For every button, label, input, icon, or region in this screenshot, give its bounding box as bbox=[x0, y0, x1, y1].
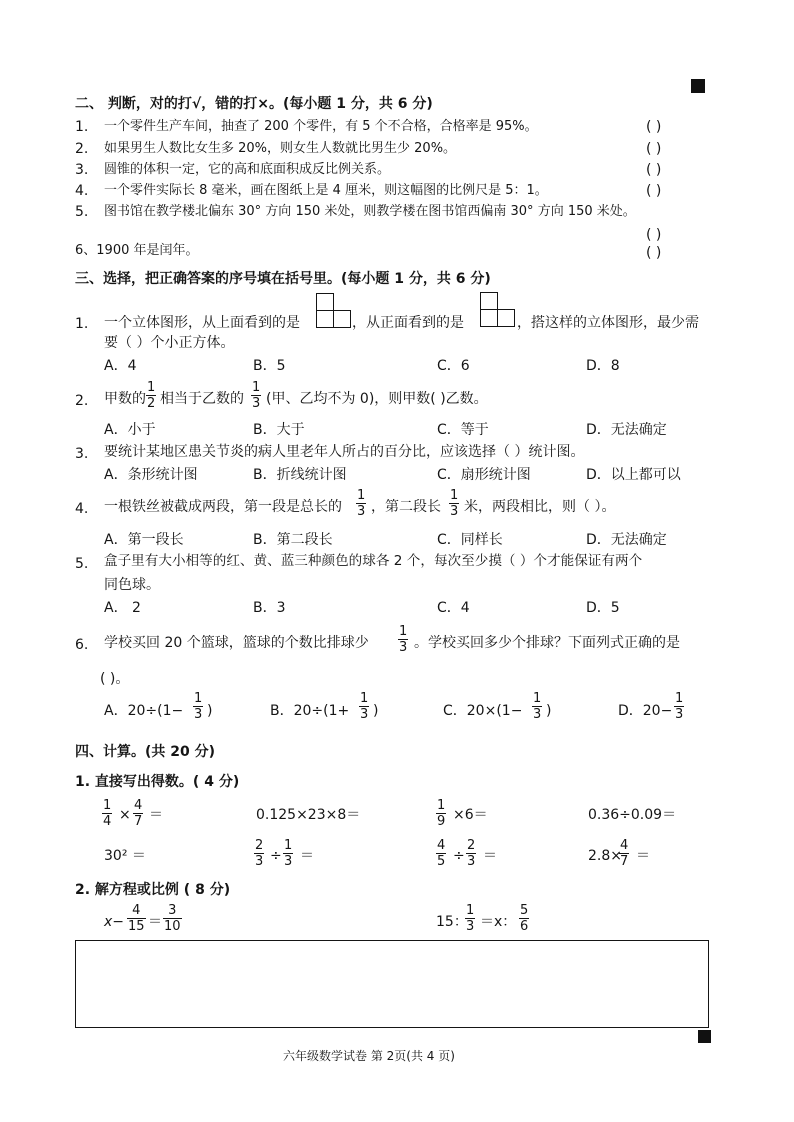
item-text: 一个零件生产车间，抽查了 200 个零件，有 5 个不合格，合格率是 95%。 bbox=[104, 119, 538, 134]
item-number: 1. bbox=[75, 119, 89, 135]
fraction: $\frac{1}{3}$ bbox=[284, 838, 293, 869]
fraction: $\frac{1}{4}$ bbox=[103, 798, 112, 829]
calc-expression: 0.125×23×8＝ bbox=[256, 807, 361, 823]
calc-expression: ×6＝ bbox=[453, 807, 488, 823]
item-number: 3. bbox=[75, 162, 89, 178]
equals: ＝ bbox=[148, 914, 162, 930]
question-text: 相当于乙数的 bbox=[160, 391, 244, 407]
item-number: 2. bbox=[75, 141, 89, 157]
calc-expression: 0.36÷0.09＝ bbox=[588, 807, 677, 823]
fraction: $\frac{5}{6}$ bbox=[520, 903, 529, 934]
item-number: 4. bbox=[75, 501, 89, 517]
section-2-title: 二、 判断，对的打√，错的打×。(每小题 1 分，共 6 分) bbox=[75, 96, 433, 112]
question-text: 甲数的 bbox=[104, 391, 146, 407]
option-a: A． 2 bbox=[104, 600, 141, 616]
fraction: $\frac{1}{3}$ bbox=[360, 691, 369, 722]
option-b: B．第二段长 bbox=[253, 532, 333, 548]
option-b: B．折线统计图 bbox=[253, 467, 347, 483]
option-d: D．8 bbox=[586, 358, 620, 374]
operator: ÷ bbox=[453, 848, 465, 864]
option-c: C．等于 bbox=[437, 422, 489, 438]
fraction: $\frac{3}{10}$ bbox=[164, 903, 181, 934]
answer-paren[interactable]: ( ) bbox=[646, 183, 662, 199]
option-c: C．20×(1− bbox=[443, 703, 523, 719]
section-3-title: 三、选择，把正确答案的序号填在括号里。(每小题 1 分，共 6 分) bbox=[75, 271, 491, 287]
option-b: B．3 bbox=[253, 600, 286, 616]
subsection-2-title: 2. 解方程或比例 ( 8 分) bbox=[75, 882, 231, 898]
item-text: 6、1900 年是闰年。 bbox=[75, 243, 199, 258]
calc-expression: 2.8× bbox=[588, 848, 622, 864]
option-d: D．无法确定 bbox=[586, 422, 667, 438]
answer-paren[interactable]: ( ) bbox=[646, 245, 662, 261]
option-a: A．20÷(1− bbox=[104, 703, 184, 719]
fraction: $\frac{4}{15}$ bbox=[128, 903, 145, 934]
option-c: C．6 bbox=[437, 358, 470, 374]
question-text: 一个立体图形，从上面看到的是 bbox=[104, 315, 300, 331]
option-a-close: ) bbox=[207, 703, 213, 719]
item-text: 一个零件实际长 8 毫米，画在图纸上是 4 厘米，则这幅图的比例尺是 5：1。 bbox=[104, 183, 548, 198]
equals: ＝ bbox=[636, 848, 650, 864]
subsection-1-title: 1. 直接写出得数。( 4 分) bbox=[75, 774, 240, 790]
equation-text: ＝x： bbox=[480, 914, 517, 930]
section-4-title: 四、计算。(共 20 分) bbox=[75, 744, 216, 760]
question-text: 学校买回 20 个篮球，篮球的个数比排球少 bbox=[104, 635, 369, 651]
equation-text: x− bbox=[104, 914, 125, 930]
fraction: $\frac{2}{3}$ bbox=[467, 838, 476, 869]
item-number: 5. bbox=[75, 556, 89, 572]
item-number: 3. bbox=[75, 446, 89, 462]
equation-text: 15： bbox=[436, 914, 468, 930]
question-text: ，从正面看到的是 bbox=[352, 315, 464, 331]
option-a: A．4 bbox=[104, 358, 137, 374]
question-text: ( )。 bbox=[100, 671, 130, 687]
answer-paren[interactable]: ( ) bbox=[646, 162, 662, 178]
option-a: A．小于 bbox=[104, 422, 156, 438]
fraction: $\frac{1}{3}$ bbox=[450, 488, 459, 519]
item-number: 6. bbox=[75, 637, 89, 653]
question-text: (甲、乙均不为 0)，则甲数( )乙数。 bbox=[266, 391, 488, 407]
calc-expression: 30² ＝ bbox=[104, 848, 146, 864]
question-text: 要（ ）个小正方体。 bbox=[104, 335, 235, 351]
option-d: D．以上都可以 bbox=[586, 467, 681, 483]
option-c-close: ) bbox=[546, 703, 552, 719]
operator: × bbox=[119, 807, 131, 823]
question-text: 米，两段相比，则（ ）。 bbox=[464, 499, 616, 515]
option-d: D．无法确定 bbox=[586, 532, 667, 548]
answer-paren[interactable]: ( ) bbox=[646, 141, 662, 157]
fraction: $\frac{1}{3}$ bbox=[357, 488, 366, 519]
fraction: $\frac{1}{3}$ bbox=[252, 380, 261, 411]
item-text: 圆锥的体积一定，它的高和底面积成反比例关系。 bbox=[104, 162, 391, 177]
option-a: A．条形统计图 bbox=[104, 467, 198, 483]
option-d: D．5 bbox=[586, 600, 620, 616]
question-text: 一根铁丝被截成两段，第一段是总长的 bbox=[104, 499, 342, 515]
item-number: 4. bbox=[75, 183, 89, 199]
fraction: $\frac{1}{2}$ bbox=[147, 380, 156, 411]
fraction: $\frac{2}{3}$ bbox=[255, 838, 264, 869]
fraction: $\frac{4}{7}$ bbox=[620, 838, 629, 869]
fraction: $\frac{1}{3}$ bbox=[399, 624, 408, 655]
page-footer: 六年级数学试卷 第 2页(共 4 页) bbox=[283, 1049, 455, 1063]
equals: ＝ bbox=[483, 848, 497, 864]
option-b: B．大于 bbox=[253, 422, 305, 438]
fraction: $\frac{1}{3}$ bbox=[533, 691, 542, 722]
fraction: $\frac{4}{5}$ bbox=[437, 838, 446, 869]
registration-mark-bottom bbox=[698, 1030, 711, 1043]
equals: ＝ bbox=[300, 848, 314, 864]
answer-box[interactable] bbox=[75, 940, 709, 1028]
question-text: 盒子里有大小相等的红、黄、蓝三种颜色的球各 2 个，每次至少摸（ ）个才能保证有两个 bbox=[104, 553, 643, 569]
option-b: B．5 bbox=[253, 358, 286, 374]
item-text: 如果男生人数比女生多 20%，则女生人数就比男生少 20%。 bbox=[104, 141, 457, 156]
answer-paren[interactable]: ( ) bbox=[646, 119, 662, 135]
option-c: C．同样长 bbox=[437, 532, 503, 548]
option-b: B．20÷(1+ bbox=[270, 703, 350, 719]
item-text: 图书馆在教学楼北偏东 30° 方向 150 米处，则教学楼在图书馆西偏南 30° 方向 150 米处。 bbox=[104, 204, 636, 219]
option-b-close: ) bbox=[373, 703, 379, 719]
option-a: A．第一段长 bbox=[104, 532, 184, 548]
option-c: C．扇形统计图 bbox=[437, 467, 531, 483]
option-c: C．4 bbox=[437, 600, 470, 616]
registration-mark-top bbox=[691, 79, 705, 93]
fraction: $\frac{4}{7}$ bbox=[134, 798, 143, 829]
fraction: $\frac{1}{3}$ bbox=[675, 691, 684, 722]
option-d: D．20− bbox=[618, 703, 673, 719]
question-text: ，搭这样的立体图形，最少需 bbox=[517, 315, 699, 331]
question-text: ，第二段长 bbox=[371, 499, 441, 515]
question-text: 要统计某地区患关节炎的病人里老年人所占的百分比，应该选择（ ）统计图。 bbox=[104, 444, 585, 460]
item-number: 2. bbox=[75, 393, 89, 409]
fraction: $\frac{1}{3}$ bbox=[466, 903, 475, 934]
equals: ＝ bbox=[149, 807, 163, 823]
answer-paren[interactable]: ( ) bbox=[646, 227, 662, 243]
fraction: $\frac{1}{3}$ bbox=[194, 691, 203, 722]
operator: ÷ bbox=[270, 848, 282, 864]
question-text: 。学校买回多少个排球？下面列式正确的是 bbox=[414, 635, 680, 651]
question-text: 同色球。 bbox=[104, 577, 160, 593]
item-number: 1. bbox=[75, 316, 89, 332]
fraction: $\frac{1}{9}$ bbox=[437, 798, 446, 829]
item-number: 5. bbox=[75, 204, 89, 220]
